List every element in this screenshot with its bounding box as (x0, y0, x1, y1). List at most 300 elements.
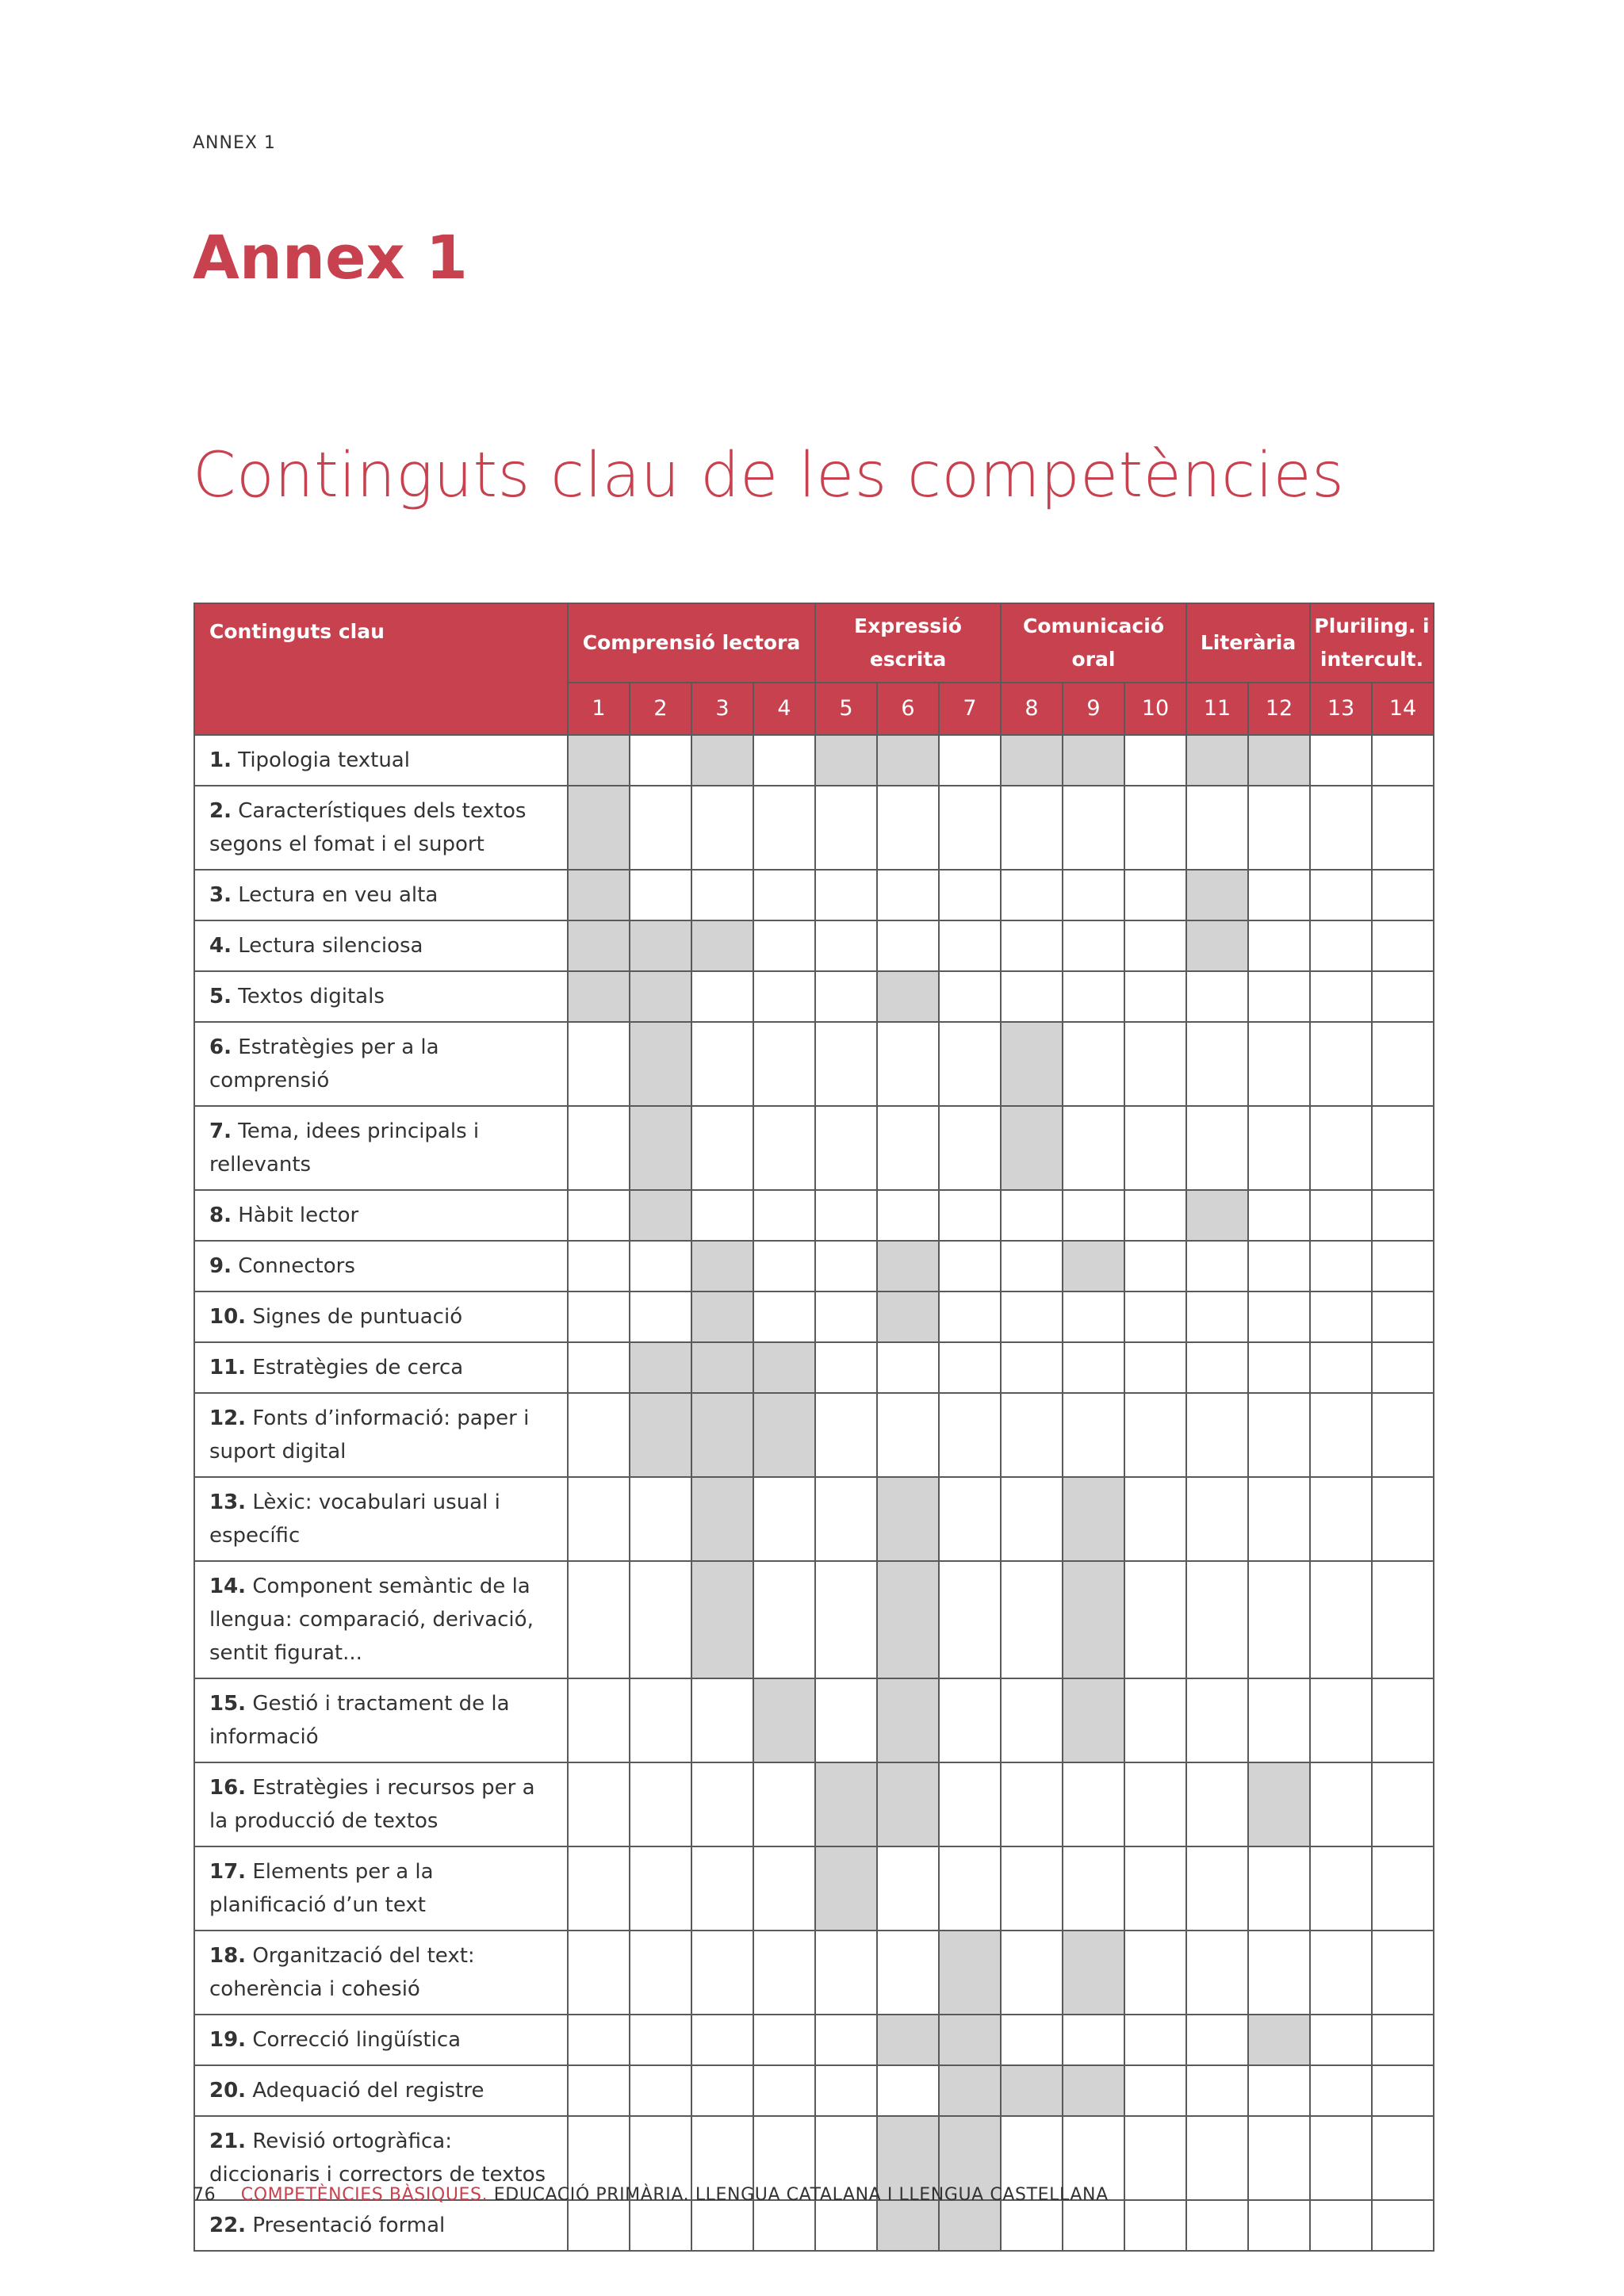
empty-cell (1186, 1292, 1248, 1342)
empty-cell (1124, 1561, 1186, 1678)
empty-cell (815, 1342, 877, 1393)
empty-cell (1372, 1342, 1434, 1393)
empty-cell (1063, 2015, 1124, 2065)
row-number: 19. (209, 2028, 247, 2052)
empty-cell (630, 735, 691, 786)
empty-cell (753, 920, 815, 971)
empty-cell (939, 971, 1001, 1022)
empty-cell (753, 1022, 815, 1106)
filled-cell (877, 2200, 939, 2251)
empty-cell (939, 920, 1001, 971)
empty-cell (1001, 1561, 1063, 1678)
empty-cell (1063, 971, 1124, 1022)
empty-cell (1248, 786, 1310, 870)
row-text: Lectura en veu alta (238, 883, 439, 907)
empty-cell (1124, 1190, 1186, 1241)
empty-cell (1310, 1393, 1372, 1477)
row-text: Tema, idees principals i rellevants (209, 1119, 480, 1177)
row-label (194, 1022, 568, 1106)
footer-series: COMPETÈNCIES BÀSIQUES. (240, 2185, 488, 2205)
empty-cell (753, 786, 815, 870)
filled-cell (877, 735, 939, 786)
empty-cell (1310, 1292, 1372, 1342)
empty-cell (568, 1022, 630, 1106)
empty-cell (1063, 920, 1124, 971)
filled-cell (691, 1342, 753, 1393)
empty-cell (1186, 1393, 1248, 1477)
empty-cell (877, 1190, 939, 1241)
filled-cell (1063, 1241, 1124, 1292)
competencies-table (193, 603, 1434, 2252)
filled-cell (877, 1762, 939, 1846)
empty-cell (939, 870, 1001, 920)
empty-cell (815, 1678, 877, 1762)
empty-cell (691, 1678, 753, 1762)
row-number: 4. (209, 934, 232, 958)
empty-cell (1001, 1477, 1063, 1561)
empty-cell (939, 1762, 1001, 1846)
filled-cell (691, 1241, 753, 1292)
empty-cell (1001, 971, 1063, 1022)
empty-cell (1310, 971, 1372, 1022)
filled-cell (1063, 1477, 1124, 1561)
table-row (194, 1241, 1434, 1292)
row-number: 2. (209, 799, 232, 823)
empty-cell (877, 786, 939, 870)
row-number: 11. (209, 1356, 247, 1380)
row-text: Signes de puntuació (252, 1305, 463, 1329)
empty-cell (1310, 735, 1372, 786)
filled-cell (630, 1190, 691, 1241)
empty-cell (1186, 1762, 1248, 1846)
empty-cell (568, 1931, 630, 2015)
filled-cell (1063, 2065, 1124, 2116)
empty-cell (753, 1477, 815, 1561)
table-row (194, 735, 1434, 786)
empty-cell (815, 1931, 877, 2015)
table-row (194, 920, 1434, 971)
empty-cell (568, 1106, 630, 1190)
filled-cell (1001, 1022, 1063, 1106)
filled-cell (630, 1022, 691, 1106)
empty-cell (1372, 1846, 1434, 1931)
empty-cell (815, 1561, 877, 1678)
empty-cell (1186, 1678, 1248, 1762)
empty-cell (1310, 786, 1372, 870)
empty-cell (1248, 870, 1310, 920)
filled-cell (691, 735, 753, 786)
empty-cell (1001, 1393, 1063, 1477)
empty-cell (1248, 1342, 1310, 1393)
header-group: Comunicació oral (1001, 603, 1186, 683)
empty-cell (877, 1106, 939, 1190)
empty-cell (1310, 2015, 1372, 2065)
row-label (194, 1561, 568, 1678)
empty-cell (630, 786, 691, 870)
filled-cell (568, 786, 630, 870)
row-number: 17. (209, 1860, 247, 1884)
empty-cell (815, 870, 877, 920)
empty-cell (1001, 1762, 1063, 1846)
empty-cell (1248, 1678, 1310, 1762)
row-number: 1. (209, 748, 232, 772)
header-group: Comprensió lectora (568, 603, 815, 683)
empty-cell (939, 1106, 1001, 1190)
row-label (194, 786, 568, 870)
empty-cell (630, 1477, 691, 1561)
empty-cell (1124, 971, 1186, 1022)
table-row (194, 971, 1434, 1022)
annex-title: Annex 1 (193, 222, 468, 293)
empty-cell (877, 1846, 939, 1931)
empty-cell (1124, 1106, 1186, 1190)
filled-cell (753, 1678, 815, 1762)
column-number: 2 (630, 683, 691, 735)
empty-cell (1186, 1477, 1248, 1561)
row-label (194, 920, 568, 971)
empty-cell (815, 2200, 877, 2251)
empty-cell (1372, 1190, 1434, 1241)
empty-cell (568, 1241, 630, 1292)
filled-cell (691, 1477, 753, 1561)
empty-cell (568, 1292, 630, 1342)
empty-cell (568, 1393, 630, 1477)
empty-cell (753, 735, 815, 786)
header-group: Pluriling. i intercult. (1310, 603, 1434, 683)
empty-cell (877, 1022, 939, 1106)
empty-cell (753, 1846, 815, 1931)
row-text: Fonts d’informació: paper i suport digital (209, 1406, 530, 1464)
filled-cell (1063, 735, 1124, 786)
column-number: 7 (939, 683, 1001, 735)
column-number: 10 (1124, 683, 1186, 735)
filled-cell (877, 1241, 939, 1292)
empty-cell (1186, 1931, 1248, 2015)
empty-cell (1372, 1678, 1434, 1762)
empty-cell (630, 1931, 691, 2015)
filled-cell (1248, 2015, 1310, 2065)
empty-cell (1310, 920, 1372, 971)
empty-cell (691, 1106, 753, 1190)
empty-cell (1186, 971, 1248, 1022)
empty-cell (1372, 1106, 1434, 1190)
empty-cell (1248, 2116, 1310, 2200)
empty-cell (1372, 2015, 1434, 2065)
empty-cell (1001, 1678, 1063, 1762)
empty-cell (753, 1106, 815, 1190)
empty-cell (1248, 1106, 1310, 1190)
empty-cell (568, 2200, 630, 2251)
empty-cell (1372, 786, 1434, 870)
filled-cell (1186, 870, 1248, 920)
filled-cell (1248, 735, 1310, 786)
empty-cell (1124, 735, 1186, 786)
empty-cell (1248, 1292, 1310, 1342)
empty-cell (1063, 1106, 1124, 1190)
row-label (194, 1846, 568, 1931)
empty-cell (1310, 1477, 1372, 1561)
table-row (194, 2065, 1434, 2116)
empty-cell (1372, 1292, 1434, 1342)
filled-cell (815, 1762, 877, 1846)
empty-cell (1248, 971, 1310, 1022)
table-row (194, 1022, 1434, 1106)
filled-cell (877, 2015, 939, 2065)
empty-cell (753, 971, 815, 1022)
empty-cell (1372, 735, 1434, 786)
column-number: 8 (1001, 683, 1063, 735)
table-row (194, 870, 1434, 920)
row-number: 16. (209, 1776, 247, 1800)
empty-cell (568, 1678, 630, 1762)
empty-cell (691, 1846, 753, 1931)
empty-cell (877, 1342, 939, 1393)
empty-cell (691, 870, 753, 920)
empty-cell (939, 1477, 1001, 1561)
empty-cell (1063, 2200, 1124, 2251)
table-row (194, 1190, 1434, 1241)
empty-cell (568, 1762, 630, 1846)
column-number: 1 (568, 683, 630, 735)
empty-cell (753, 2065, 815, 2116)
empty-cell (815, 1190, 877, 1241)
empty-cell (691, 1931, 753, 2015)
filled-cell (630, 1106, 691, 1190)
empty-cell (815, 2015, 877, 2065)
empty-cell (1124, 1931, 1186, 2015)
empty-cell (1124, 920, 1186, 971)
empty-cell (630, 2200, 691, 2251)
empty-cell (939, 1190, 1001, 1241)
empty-cell (939, 1678, 1001, 1762)
empty-cell (568, 1561, 630, 1678)
column-number: 4 (753, 683, 815, 735)
empty-cell (877, 870, 939, 920)
column-number: 11 (1186, 683, 1248, 735)
empty-cell (815, 920, 877, 971)
row-number: 15. (209, 1692, 247, 1716)
empty-cell (1124, 2015, 1186, 2065)
empty-cell (691, 1022, 753, 1106)
filled-cell (877, 971, 939, 1022)
column-number: 3 (691, 683, 753, 735)
empty-cell (1310, 1561, 1372, 1678)
empty-cell (1248, 1931, 1310, 2015)
empty-cell (1310, 870, 1372, 920)
table-row (194, 2200, 1434, 2251)
empty-cell (1248, 1561, 1310, 1678)
filled-cell (1001, 1106, 1063, 1190)
empty-cell (1310, 1678, 1372, 1762)
empty-cell (1186, 1342, 1248, 1393)
empty-cell (1372, 920, 1434, 971)
row-label (194, 2015, 568, 2065)
row-text: Correcció lingüística (252, 2028, 462, 2052)
page-footer (193, 2185, 1109, 2205)
empty-cell (568, 2065, 630, 2116)
row-text: Connectors (238, 1254, 355, 1278)
row-label (194, 971, 568, 1022)
empty-cell (1124, 1241, 1186, 1292)
filled-cell (1001, 2065, 1063, 2116)
filled-cell (568, 971, 630, 1022)
row-label (194, 1342, 568, 1393)
empty-cell (691, 2015, 753, 2065)
empty-cell (1372, 2116, 1434, 2200)
empty-cell (1124, 1342, 1186, 1393)
empty-cell (1063, 1022, 1124, 1106)
empty-cell (1310, 1846, 1372, 1931)
empty-cell (1186, 2015, 1248, 2065)
table-row (194, 1342, 1434, 1393)
column-number: 14 (1372, 683, 1434, 735)
empty-cell (753, 1190, 815, 1241)
filled-cell (877, 1561, 939, 1678)
table-row (194, 1561, 1434, 1678)
filled-cell (939, 2065, 1001, 2116)
filled-cell (1063, 1931, 1124, 2015)
empty-cell (630, 2065, 691, 2116)
row-label (194, 1393, 568, 1477)
empty-cell (1310, 2200, 1372, 2251)
filled-cell (1186, 920, 1248, 971)
table-row (194, 1762, 1434, 1846)
empty-cell (1372, 1931, 1434, 2015)
empty-cell (1001, 1342, 1063, 1393)
empty-cell (939, 1561, 1001, 1678)
empty-cell (815, 1477, 877, 1561)
filled-cell (568, 735, 630, 786)
empty-cell (1001, 2015, 1063, 2065)
empty-cell (568, 1846, 630, 1931)
row-text: Estratègies de cerca (252, 1356, 464, 1380)
table-row (194, 1931, 1434, 2015)
empty-cell (1001, 786, 1063, 870)
row-text: Revisió ortogràfica: diccionaris i correctors de textos (209, 2130, 546, 2187)
empty-cell (1372, 1241, 1434, 1292)
empty-cell (1248, 1477, 1310, 1561)
empty-cell (1063, 786, 1124, 870)
filled-cell (1063, 1561, 1124, 1678)
empty-cell (1063, 1190, 1124, 1241)
empty-cell (1124, 1292, 1186, 1342)
row-number: 3. (209, 883, 232, 907)
filled-cell (1063, 1678, 1124, 1762)
row-number: 21. (209, 2130, 247, 2153)
table-row (194, 1106, 1434, 1190)
empty-cell (1310, 1022, 1372, 1106)
empty-cell (1063, 1342, 1124, 1393)
row-label (194, 1477, 568, 1561)
empty-cell (1063, 1762, 1124, 1846)
row-number: 12. (209, 1406, 247, 1430)
filled-cell (939, 2015, 1001, 2065)
row-text: Adequació del registre (252, 2079, 485, 2103)
empty-cell (1186, 1561, 1248, 1678)
empty-cell (815, 1393, 877, 1477)
empty-cell (939, 1393, 1001, 1477)
section-title: Continguts clau de les competències (193, 440, 1345, 511)
row-text: Estratègies i recursos per a la producció de textos (209, 1776, 535, 1833)
empty-cell (815, 1022, 877, 1106)
filled-cell (568, 920, 630, 971)
filled-cell (568, 870, 630, 920)
empty-cell (1186, 2116, 1248, 2200)
header-group: Literària (1186, 603, 1310, 683)
empty-cell (691, 1190, 753, 1241)
empty-cell (815, 971, 877, 1022)
filled-cell (877, 1292, 939, 1342)
empty-cell (1248, 2065, 1310, 2116)
footer-subtitle: EDUCACIÓ PRIMÀRIA. LLENGUA CATALANA I LLENGUA CASTELLANA (493, 2185, 1109, 2205)
row-text: Organització del text: coherència i cohesió (209, 1944, 475, 2001)
empty-cell (1248, 1846, 1310, 1931)
empty-cell (1001, 1931, 1063, 2015)
row-number: 13. (209, 1490, 247, 1514)
empty-cell (630, 2015, 691, 2065)
empty-cell (1186, 2065, 1248, 2116)
empty-cell (753, 1931, 815, 2015)
empty-cell (1124, 1393, 1186, 1477)
empty-cell (1310, 1342, 1372, 1393)
empty-cell (691, 786, 753, 870)
row-label (194, 1190, 568, 1241)
empty-cell (1001, 1292, 1063, 1342)
empty-cell (630, 1846, 691, 1931)
page-number: 76 (193, 2185, 216, 2205)
filled-cell (630, 1342, 691, 1393)
empty-cell (815, 1292, 877, 1342)
empty-cell (1248, 1022, 1310, 1106)
empty-cell (939, 735, 1001, 786)
row-number: 6. (209, 1035, 232, 1059)
filled-cell (691, 920, 753, 971)
empty-cell (877, 1393, 939, 1477)
row-number: 5. (209, 985, 232, 1008)
filled-cell (691, 1292, 753, 1342)
column-number: 5 (815, 683, 877, 735)
empty-cell (753, 870, 815, 920)
row-text: Tipologia textual (238, 748, 410, 772)
empty-cell (1063, 1393, 1124, 1477)
filled-cell (630, 1393, 691, 1477)
empty-cell (753, 2200, 815, 2251)
empty-cell (1001, 1241, 1063, 1292)
row-text: Estratègies per a la comprensió (209, 1035, 439, 1093)
empty-cell (1001, 870, 1063, 920)
empty-cell (1124, 2065, 1186, 2116)
filled-cell (815, 1846, 877, 1931)
row-number: 9. (209, 1254, 232, 1278)
empty-cell (939, 786, 1001, 870)
empty-cell (1248, 1190, 1310, 1241)
row-text: Característiques dels textos segons el fomat i el suport (209, 799, 527, 856)
empty-cell (1248, 920, 1310, 971)
empty-cell (1372, 971, 1434, 1022)
empty-cell (630, 870, 691, 920)
column-number: 13 (1310, 683, 1372, 735)
empty-cell (815, 1241, 877, 1292)
empty-cell (691, 971, 753, 1022)
empty-cell (1186, 2200, 1248, 2251)
empty-cell (815, 786, 877, 870)
empty-cell (691, 2065, 753, 2116)
empty-cell (1372, 1022, 1434, 1106)
column-number: 12 (1248, 683, 1310, 735)
empty-cell (1124, 1477, 1186, 1561)
row-label (194, 1678, 568, 1762)
competencies-table-wrapper (193, 603, 1434, 2252)
